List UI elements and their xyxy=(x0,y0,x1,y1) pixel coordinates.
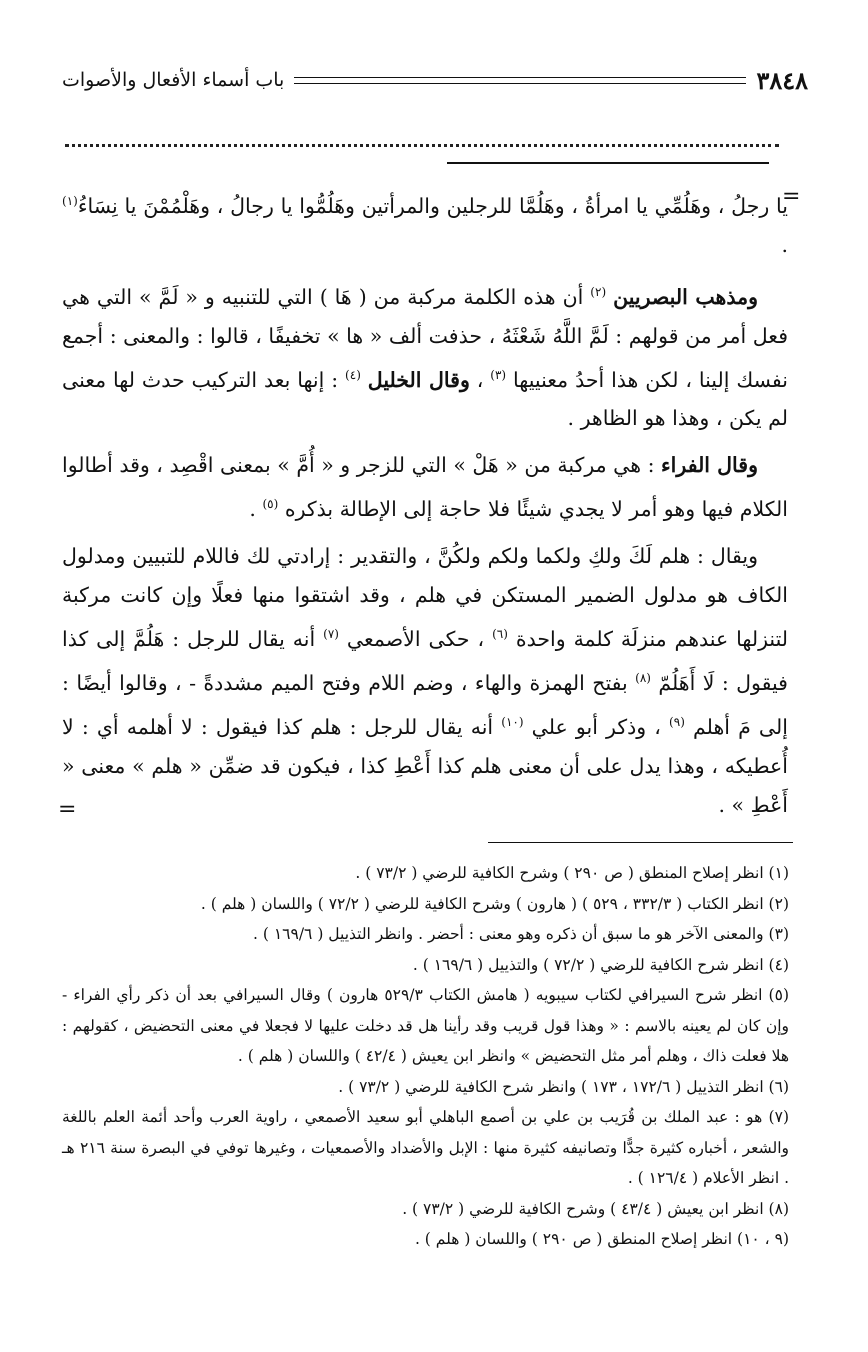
footnote-ref: (٤) xyxy=(345,367,361,382)
main-text xyxy=(62,182,788,833)
footnote: (٨) انظر ابن يعيش ( ٤٣/٤ ) وشرح الكافية للرضي ( ٧٣/٢ ) . xyxy=(402,1199,789,1218)
text-run: ، xyxy=(469,367,491,392)
text-run: أنه يقال للرجل : هَلُمَّ إلى كذا فيقول : لَا أَهَلُمّ xyxy=(62,627,788,695)
text-run: أن هذه الكلمة مركبة من ( هَا ) التي للتنبيه و « لَمَّ » التي هي فعل أمر من قولهم : لَمَّ اللَّهُ شَعْثَهُ ، حذفت ألف « ها » تخفيفًا ، قالوا : والمعنى : أجمع نفسك إلينا ، لكن هذا أحدُ معنييها xyxy=(62,284,788,392)
text-run: أنه يقال للرجل : هلم كذا فيقول : لا أهلمه أي : لا أُعطيكه ، وهذا يدل على أن معنى هلم كذا أَعْطِ كذا ، فيكون قد ضمِّن « هلم » معنى « أَعْطِ » . xyxy=(62,714,788,817)
header-double-rule xyxy=(294,77,746,84)
text-run: . xyxy=(249,497,263,522)
paragraph-1 xyxy=(62,182,788,265)
bold-term: ومذهب البصريين xyxy=(613,284,758,309)
continuation-mark-top: = xyxy=(782,184,801,209)
section-rule xyxy=(447,162,769,164)
footnote-ref: (٩) xyxy=(669,714,685,729)
footnote-ref: (٨) xyxy=(635,671,651,686)
text-run: : هي مركبة من « هَلْ » التي للزجر و « أُمَّ » بمعنى اقْصِد ، وقد أطالوا الكلام فيها وهو أمر لا يجدي شيئًا فلا حاجة إلى الإطالة بذكره xyxy=(62,453,788,522)
footnote-ref: (٣) xyxy=(490,367,507,382)
paragraph-3 xyxy=(62,446,788,529)
bold-term: وقال الخليل xyxy=(367,367,470,392)
chapter-title: باب أسماء الأفعال والأصوات xyxy=(62,69,285,91)
dotted-separator xyxy=(65,144,779,147)
paragraph-4 xyxy=(62,537,788,824)
footnote-ref: (٦) xyxy=(492,627,508,642)
footnotes xyxy=(62,858,789,1255)
page-header xyxy=(62,60,808,100)
text-run: ، حكى الأصمعي xyxy=(346,627,493,652)
footnote-ref: (٥) xyxy=(262,497,279,512)
footnote-ref: (٧) xyxy=(323,627,339,642)
text-run: . xyxy=(781,232,788,257)
text-run: بفتح الهمزة والهاء ، وضم اللام وفتح الميم مشددةً - ، وقالوا أيضًا : إلى مَ أهلم xyxy=(62,670,788,739)
footnote: (٦) انظر التذييل ( ١٧٢/٦ ، ١٧٣ ) وانظر شرح الكافية للرضي ( ٧٣/٢ ) . xyxy=(338,1077,789,1096)
continuation-mark-bottom: = xyxy=(58,797,77,822)
footnote-ref: (١٠) xyxy=(501,714,524,729)
footnote: (٩ ، ١٠) انظر إصلاح المنطق ( ص ٢٩٠ ) واللسان ( هلم ) . xyxy=(414,1230,789,1248)
page-number: ٣٨٤٨ xyxy=(756,65,808,95)
bold-term: وقال الفراء xyxy=(661,453,758,478)
footnote-ref: (٢) xyxy=(590,284,607,299)
footnote: (٢) انظر الكتاب ( ٣٣٢/٣ ، ٥٢٩ ) ( هارون ) وشرح الكافية للرضي ( ٧٢/٢ ) واللسان ( هلم ) . xyxy=(200,894,789,913)
footnote: (٤) انظر شرح الكافية للرضي ( ٧٢/٢ ) والتذييل ( ١٦٩/٦ ) . xyxy=(412,955,789,974)
text-run: نِسَاءُ xyxy=(77,193,118,218)
footnote: (٣) والمعنى الآخر هو ما سبق أن ذكره وهو معنى : أحضر . وانظر التذييل ( ١٦٩/٦ ) . xyxy=(253,925,789,943)
paragraph-2 xyxy=(62,273,788,439)
footnote: (١) انظر إصلاح المنطق ( ص ٢٩٠ ) وشرح الكافية للرضي ( ٧٣/٢ ) . xyxy=(355,864,789,882)
footnote: (٥) انظر شرح السيرافي لكتاب سيبويه ( هامش الكتاب ٥٢٩/٣ هارون ) وقال السيرافي بعد أن ذكر رأي الفراء - وإن كان لم يعينه بالاسم : « وهذا قول قريب وقد رأينا هل قد دخلت عليها لا فجعلا في معنى التحضيض ، كقولهم : هلا فعلت ذاك ، وهلم أمر مثل التحضيض » وانظر ابن يعيش ( ٤٢/٤ ) واللسان ( هلم ) . xyxy=(62,986,789,1065)
footnote: (٧) هو : عبد الملك بن قُرَيب بن علي بن أصمع الباهلي أبو سعيد الأصمعي ، راوية العرب وأحد أئمة العلم باللغة والشعر ، أخباره كثيرة جدًّا وتصانيفه كثيرة منها : الإبل والأضداد والأصمعيات ، وغيرها توفي في البصرة سنة ٢١٦ هـ . انظر الأعلام ( ١٢٦/٤ ) . xyxy=(62,1108,789,1187)
text-run: يا رجلُ ، وهَلُمِّي يا امرأةُ ، وهَلُمَّا للرجلين والمرأتين وهَلُمُّوا يا رجالُ ، وهَلْمُمْنَ يا xyxy=(124,193,788,218)
text-run: ويقال : هلم لَكَ ولكِ ولكما ولكم ولكُنَّ ، والتقدير : إرادتي لك فاللام للتبيين ومدلول الكاف هو مدلول الضمير المستكن في هلم ، وقد اشتقوا منها فعلًا وإن كانت مركبة لتنزلها عندهم منزلَة كلمة واحدة xyxy=(62,544,788,652)
footnote-ref: (١) xyxy=(62,194,78,208)
text-run: ، وذكر أبو علي xyxy=(531,714,670,739)
footnote-rule xyxy=(488,842,793,843)
text-run: : إنها بعد التركيب حدث لها معنى لم يكن ، وهذا هو الظاهر . xyxy=(62,367,788,431)
